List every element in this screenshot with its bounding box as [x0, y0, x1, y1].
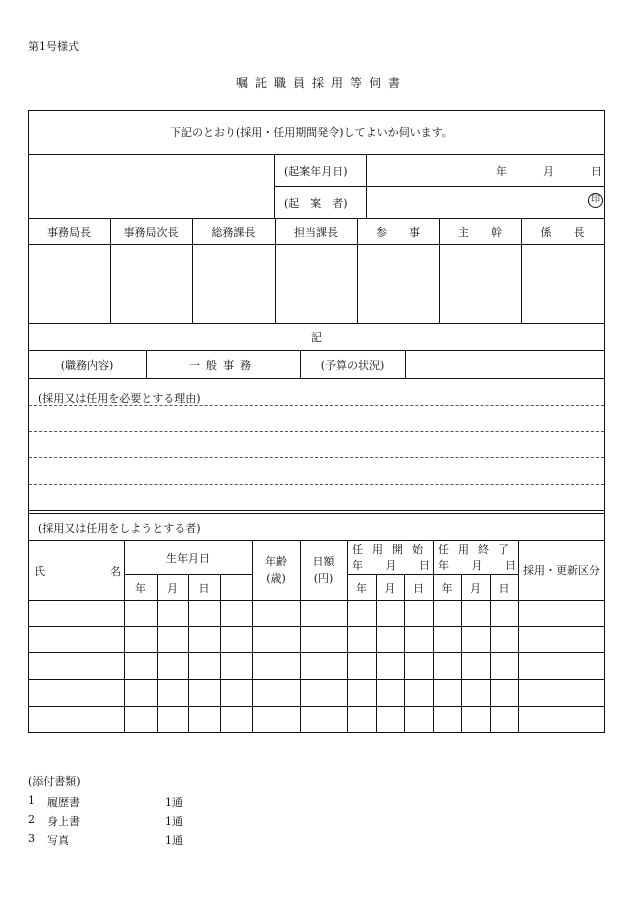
col-start-year-unit: 年	[352, 559, 363, 572]
col-start-day-unit: 日	[419, 559, 430, 572]
attachments-label: (添付書類)	[28, 775, 81, 788]
attachment-no: 3	[28, 832, 35, 845]
col-end-day: 日	[498, 581, 510, 595]
approver-tantokacho: 担当課長	[294, 225, 338, 239]
col-kind: 採用・更新区分	[523, 563, 600, 577]
seal-mark: 印	[588, 193, 603, 208]
col-end-year-unit: 年	[438, 559, 449, 572]
document-title: 嘱託職員採用等伺書	[236, 76, 408, 90]
attachment-name: 身上書	[47, 815, 80, 828]
col-start: 任用開始	[352, 543, 432, 556]
form-number: 第1号様式	[28, 40, 79, 53]
col-end-day-unit: 日	[505, 559, 516, 572]
col-start-ymd	[352, 557, 430, 573]
col-name-a: 氏	[34, 565, 45, 578]
attachment-count: 1通	[165, 796, 183, 809]
col-age: 年齢	[265, 555, 287, 568]
col-birth-year: 年	[135, 581, 146, 595]
col-start-year: 年	[356, 581, 367, 595]
attachment-no: 2	[28, 813, 35, 826]
duty-value: 一般事務	[189, 358, 257, 372]
approver-jimukyokujicho: 事務局次長	[123, 225, 179, 239]
approver-shukan: 主 幹	[458, 225, 502, 239]
attachment-count: 1通	[165, 834, 183, 847]
attachment-name: 写真	[47, 834, 69, 847]
duty-label: (職務内容)	[60, 358, 114, 372]
attachment-name: 履歴書	[47, 796, 80, 809]
intro-text: 下記のとおり(採用・任用期間発令)してよいか伺います。	[170, 126, 453, 139]
attachment-count: 1通	[165, 815, 183, 828]
approver-jimukyokucho: 事務局長	[47, 225, 91, 239]
col-start-month-unit: 月	[385, 559, 397, 572]
col-end-year: 年	[441, 581, 453, 595]
col-age-unit: (歳)	[266, 572, 286, 585]
approver-kakaricho: 係 長	[540, 225, 585, 239]
col-end-month: 月	[470, 581, 481, 595]
approver-sanji: 参 事	[376, 225, 420, 239]
col-birth-day: 日	[198, 581, 210, 595]
col-end: 任用終了	[438, 543, 518, 556]
kian-date-label: (起案年月日)	[284, 165, 348, 178]
col-amount: 日額	[312, 555, 335, 568]
kian-year-unit: 年	[496, 165, 507, 178]
budget-label: (予算の状況)	[320, 358, 385, 372]
attachment-no: 1	[28, 794, 35, 807]
ki-heading: 記	[311, 331, 322, 344]
kiansha-label: (起 案 者)	[284, 197, 348, 210]
col-start-day: 日	[413, 581, 424, 595]
col-end-month-unit: 月	[471, 559, 483, 572]
col-end-ymd	[438, 557, 516, 573]
kian-month-unit: 月	[543, 165, 554, 178]
persons-label: (採用又は任用をしようとする者)	[38, 522, 201, 535]
col-name-b: 名	[110, 565, 121, 578]
col-birth: 生年月日	[166, 551, 210, 565]
col-amount-unit: (円)	[313, 572, 334, 585]
col-birth-month: 月	[167, 581, 178, 595]
approver-somukacho: 総務課長	[211, 225, 256, 239]
reason-label: (採用又は任用を必要とする理由)	[38, 392, 201, 405]
kian-day-unit: 日	[591, 165, 602, 178]
col-start-month: 月	[384, 581, 396, 595]
